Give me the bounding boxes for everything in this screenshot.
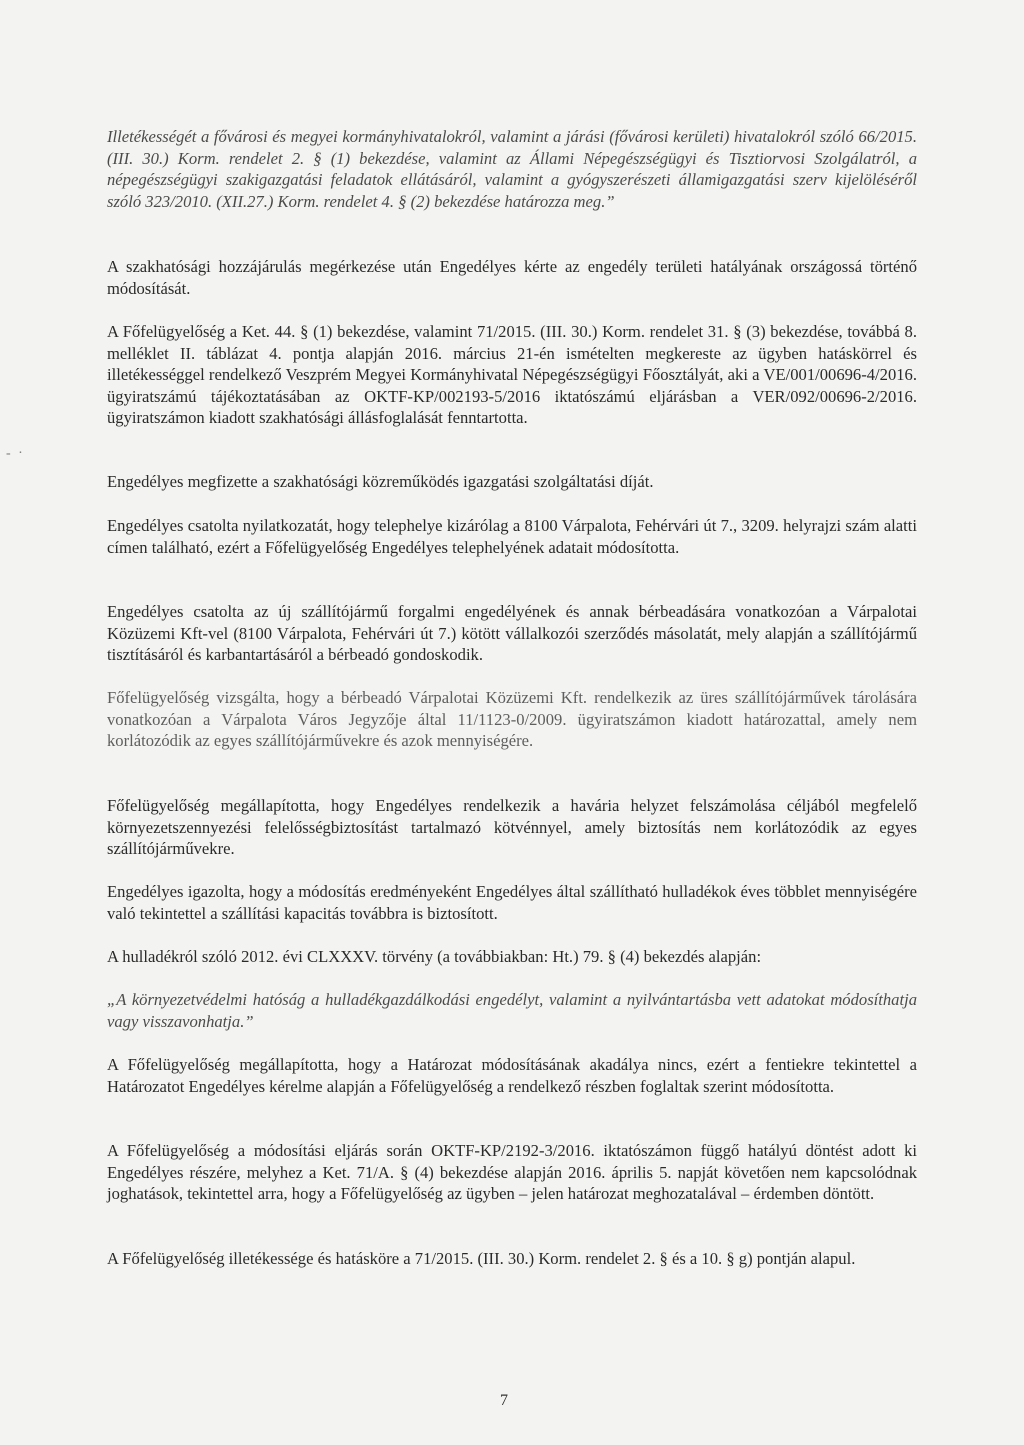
paragraph-ht-reference: A hulladékról szóló 2012. évi CLXXXV. törvény (a továbbiakban: Ht.) 79. § (4) bekezdés alapján: — [107, 947, 762, 966]
margin-mark: - · — [6, 446, 25, 461]
paragraph-insurance: Főfelügyelőség megállapította, hogy Engedélyes rendelkezik a havária helyzet felszámolása céljából megfelelő környezetszennyezési felelősségbiztosítást tartalmazó kötvénnyel, amely biztosítás nem korlátozódik az egyes szállítójárművekre. — [107, 796, 917, 858]
paragraph-competence: A Főfelügyelőség illetékessége és hatásköre a 71/2015. (III. 30.) Korm. rendelet 2. § és a 10. § g) pontján alapul. — [107, 1249, 856, 1268]
paragraph-capacity: Engedélyes igazolta, hogy a módosítás eredményeként Engedélyes által szállítható hulladékok éves többlet mennyiségére való tekintettel a szállítási kapacitás továbbra is biztosított. — [107, 882, 917, 923]
paragraph-scope-request: A szakhatósági hozzájárulás megérkezése után Engedélyes kérte az engedély területi hatályának országossá történő módosítását. — [107, 257, 917, 298]
paragraph-ht-quote: „A környezetvédelmi hatóság a hulladékgazdálkodási engedélyt, valamint a nyilvántartásba vett adatokat módosíthatja vagy visszavonhatja.” — [107, 990, 917, 1031]
paragraph-storage-check: Főfelügyelőség vizsgálta, hogy a bérbeadó Várpalotai Közüzemi Kft. rendelkezik az üres szállítójárművek tárolására vonatkozóan a Várpalota Város Jegyzője által 11/1123-0/2009. ügyiratszámon kiadott határozattal, amely nem korlátozódik az egyes szállítójárművekre és azok mennyiségére. — [107, 688, 917, 750]
paragraph-conditional-decision: A Főfelügyelőség a módosítási eljárás során OKTF-KP/2192-3/2016. iktatószámon függő hatályú döntést adott ki Engedélyes részére, melyhez a Ket. 71/A. § (4) bekezdése alapján 2016. április 5. napját követően nem kapcsolódnak joghatások, tekintettel arra, hogy a Főfelügyelőség az ügyben – jelen határozat meghozatalával – érdemben döntött. — [107, 1141, 917, 1203]
paragraph-site-address: Engedélyes csatolta nyilatkozatát, hogy telephelye kizárólag a 8100 Várpalota, Fehérvári út 7., 3209. helyrajzi szám alatti címen található, ezért a Főfelügyelőség Engedélyes telephelyének adatait módosította. — [107, 516, 917, 557]
paragraph-fee-paid: Engedélyes megfizette a szakhatósági közreműködés igazgatási szolgáltatási díját. — [107, 472, 654, 491]
paragraph-jurisdiction-quote: Illetékességét a fővárosi és megyei kormányhivatalokról, valamint a járási (fővárosi kerületi) hivatalokról szóló 66/2015. (III. 30.) Korm. rendelet 2. § (1) bekezdése, valamint az Állami Népegészségügyi és Tisztiorvosi Szolgálatról, a népegészségügyi szakigazgatási feladatok ellátásáról, valamint a gyógyszerészeti államigazgatási szerv kijelöléséről szóló 323/2010. (XII.27.) Korm. rendelet 4. § (2) bekezdése határozza meg.” — [107, 127, 917, 211]
paragraph-vehicle-contract: Engedélyes csatolta az új szállítójármű forgalmi engedélyének és annak bérbeadására vonatkozóan a Várpalotai Közüzemi Kft-vel (8100 Várpalota, Fehérvári út 7.) kötött vállalkozói szerződés másolatát, mely alapján a szállítójármű tisztításáról és karbantartásáról a bérbeadó gondoskodik. — [107, 602, 917, 664]
paragraph-decision-modified: A Főfelügyelőség megállapította, hogy a Határozat módosításának akadálya nincs, ezért a fentiekre tekintettel a Határozatot Engedélyes kérelme alapján a Főfelügyelőség a rendelkező részben foglaltak szerint módosította. — [107, 1055, 917, 1096]
paragraph-authority-inquiry: A Főfelügyelőség a Ket. 44. § (1) bekezdése, valamint 71/2015. (III. 30.) Korm. rendelet 31. § (3) bekezdése, továbbá 8. melléklet II. táblázat 4. pontja alapján 2016. március 21-én ismételten megkereste az ügyben hatáskörrel és illetékességgel rendelkező Veszprém Megyei Kormányhivatal Népegészségügyi Főosztályát, aki a VE/001/00696-4/2016. ügyiratszámú tájékoztatásában az OKTF-KP/002193-5/2016 iktatószámú eljárásban a VER/092/00696-2/2016. ügyiratszámon kiadott szakhatósági állásfoglalását fenntartotta. — [107, 322, 917, 427]
page-number: 7 — [500, 1392, 508, 1409]
